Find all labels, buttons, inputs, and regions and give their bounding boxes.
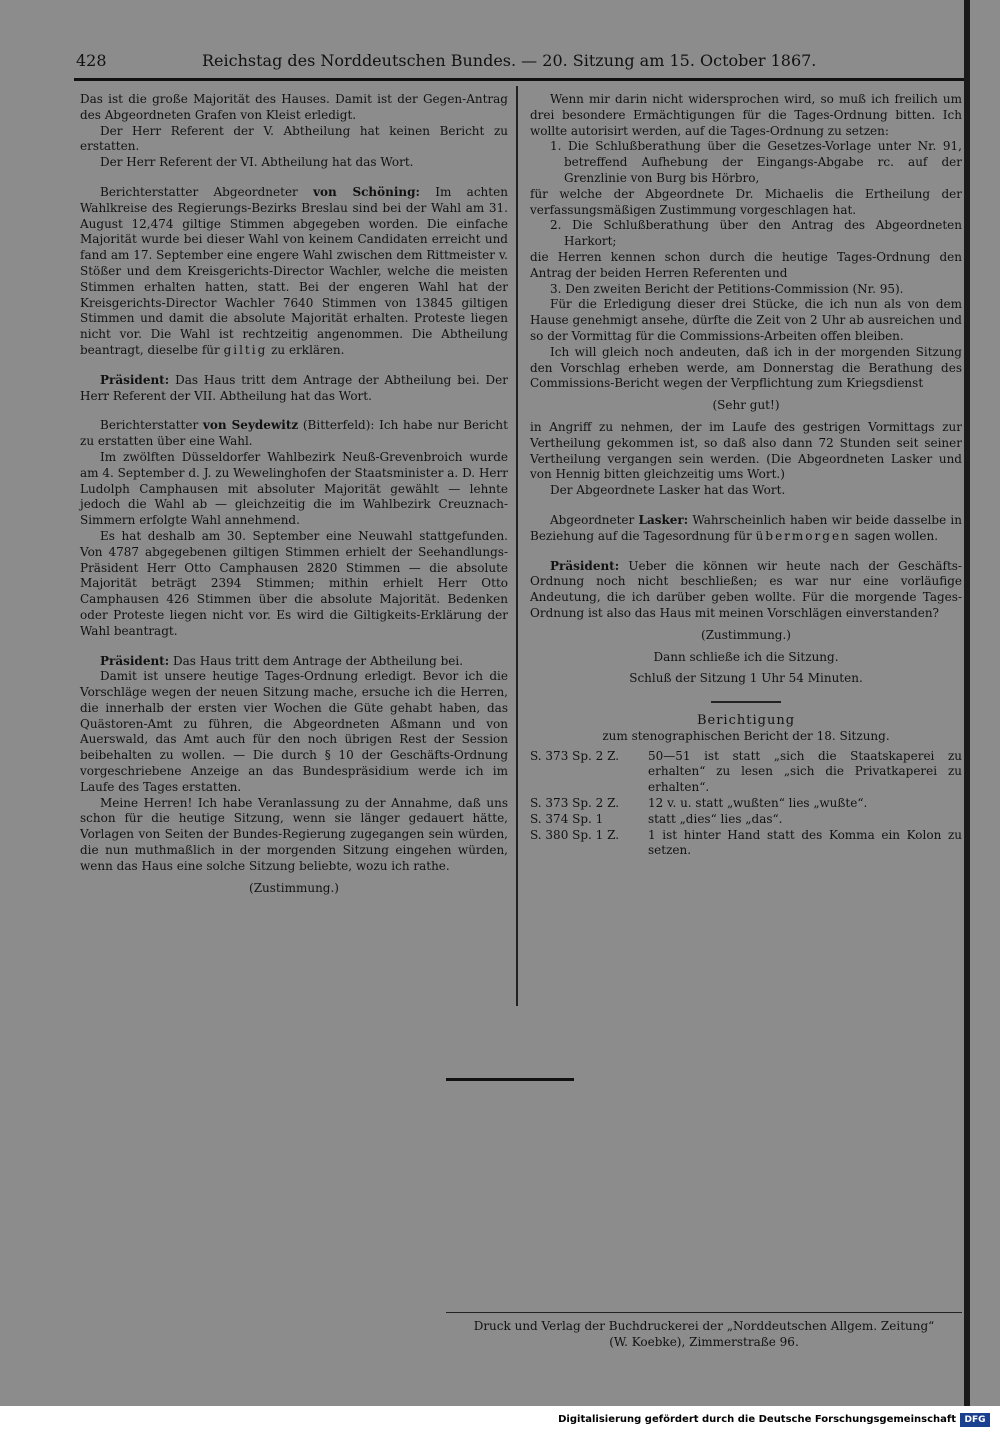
left-column	[80, 92, 508, 902]
speech-text: Ueber die können wir heute nach der Geschäfts-Ordnung noch nicht beschließen; es war nur eine vorläufige Andeutung, die ich darüber geben wollte. Für die morgende Tages-Ordnung ist also das Haus mit meinen Vorschlägen einverstanden?	[530, 558, 962, 620]
speech-text: Das Haus tritt dem Antrage der Abtheilung bei.	[173, 653, 464, 668]
header-rule	[74, 78, 964, 81]
imprint-rule	[446, 1312, 962, 1313]
spaced-word: giltig	[223, 342, 268, 357]
correction-title: Berichtigung	[696, 713, 796, 729]
paragraph: Es hat deshalb am 30. September eine Neuwahl stattgefunden. Von 4787 abgegebenen giltigen Stimmen erhielt der Seehandlungs-Präsident Herr Otto Camphausen 2820 Stimmen — die absolute Majorität beträgt 2394 Stimmen; mithin erhielt Herr Otto Camphausen 426 Stimmen über die absolute Majorität. Bedenken oder Proteste liegen nicht vor. Es wird die Giltigkeits-Erklärung der Wahl beantragt.	[80, 528, 508, 638]
speech-president	[80, 654, 508, 670]
correction-row	[530, 749, 962, 796]
paragraph: Im zwölften Düsseldorfer Wahlbezirk Neuß-Grevenbroich wurde am 4. September d. J. zu Wewelinghofen der Staatsminister a. D. Herr Ludolph Camphausen mit absoluter Majorität gewählt — lehnte jedoch die Wahl ab — gleichzeitig die im Wahlbezirk Creuznach-Simmern erfolgte Wahl annehmend.	[80, 449, 508, 528]
speech-president	[530, 559, 962, 622]
speech-text-end: zu erklären.	[271, 342, 345, 357]
correction-text: 1 ist hinter Hand statt des Komma ein Kolon zu setzen.	[648, 827, 962, 858]
scan-edge	[964, 0, 970, 1406]
correction-ref: S. 373 Sp. 2 Z.	[530, 796, 620, 811]
interjection: (Sehr gut!)	[712, 398, 780, 413]
correction-text: 50—51 ist statt „sich die Staatskaperei zu erhalten“ zu lesen „sich die Privatkaperei zu erhalten“.	[648, 748, 962, 795]
paragraph: Der Herr Referent der V. Abtheilung hat keinen Bericht zu erstatten.	[80, 123, 508, 154]
paragraph: Ich will gleich noch andeuten, daß ich in der morgenden Sitzung den Vorschlag erheben werde, am Donnerstag die Berathung des Commissions-Bericht wegen der Verpflichtung zum Kriegsdienst	[530, 344, 962, 391]
correction-text: 12 v. u. statt „wußten“ lies „wußte“.	[648, 796, 868, 811]
running-header	[76, 50, 828, 74]
correction-ref: S. 380 Sp. 1 Z.	[530, 827, 620, 842]
speech-text: Wahrscheinlich haben wir beide dasselbe in Beziehung auf die Tagesordnung für	[530, 512, 962, 543]
paragraph: die Herren kennen schon durch die heutige Tages-Ordnung den Antrag der beiden Herren Referenten und	[530, 249, 962, 280]
correction-list	[530, 749, 962, 860]
correction-ref: S. 373 Sp. 2 Z.	[530, 748, 620, 763]
paragraph: Das ist die große Majorität des Hauses. Damit ist der Gegen-Antrag des Abgeordneten Grafen von Kleist erledigt.	[80, 92, 508, 122]
speech-text: Das Haus tritt dem Antrage der Abtheilung bei. Der Herr Referent der VII. Abtheilung hat das Wort.	[80, 372, 508, 403]
speaker-intro: Berichterstatter	[100, 418, 199, 433]
speech-text-end: sagen wollen.	[854, 528, 939, 543]
speech-lasker	[530, 513, 962, 545]
imprint-line: Druck und Verlag der Buchdruckerei der „Norddeutschen Allgem. Zeitung“	[473, 1319, 935, 1333]
dfg-logo: DFG	[960, 1413, 990, 1427]
paragraph: Für die Erledigung dieser drei Stücke, die ich nun als von dem Hause genehmigt ansehe, dürfte die Zeit von 2 Uhr ab ausreichen und so der Vormittag für die Commissions-Arbeiten offen bleiben.	[530, 297, 962, 343]
correction-row	[530, 796, 962, 812]
funding-credit: Digitalisierung gefördert durch die Deutsche Forschungsgemeinschaft	[558, 1414, 956, 1425]
interjection: (Zustimmung.)	[249, 880, 339, 895]
section-rule	[711, 701, 781, 703]
printer-imprint	[446, 1318, 962, 1350]
paragraph: Meine Herren! Ich habe Veranlassung zu der Annahme, daß uns schon für die heutige Sitzung, wenn sie länger gedauert hätte, Vorlagen von Seiten der Bundes-Regierung zugegangen sein würden, die nun muthmaßlich in der morgenden Sitzung eingehen würden, wenn das Haus eine solche Sitzung beliebte, wozu ich rathe.	[80, 795, 508, 873]
speaker-name: Präsident:	[100, 653, 170, 668]
speaker-name: von Schöning:	[313, 184, 420, 199]
paragraph: in Angriff zu nehmen, der im Laufe des gestrigen Vormittags zur Vertheilung gekommen ist, so daß also dann 72 Stunden seit seiner Vertheilung vergangen sein werden. (Die Abgeordneten Lasker und von Hennig bitten gleichzeitig ums Wort.)	[530, 419, 962, 482]
closing-statement: Dann schließe ich die Sitzung.	[653, 649, 839, 664]
correction-text: statt „dies“ lies „das“.	[648, 811, 783, 826]
speech-text: Im achten Wahlkreise des Regierungs-Bezirks Breslau sind bei der Wahl am 31. August 12,474 giltige Stimmen abgegeben worden. Die einfache Majorität wurde bei dieser Wahl von keinem Candidaten erreicht und fand am 17. September eine engere Wahl zwischen dem Rittmeister v. Stößer und dem Kreisgerichts-Director Wachler, welche die meisten Stimmen erhalten hatten, statt. Bei der engeren Wahl hat der Kreisgerichts-Director Wachler 7640 Stimmen von 13845 giltigen Stimmen und damit die absolute Majorität erhalten. Proteste liegen nicht vor. Die Wahl ist rechtzeitig angenommen. Die Abtheilung beantragt, dieselbe für	[80, 184, 508, 357]
imprint-line: (W. Koebke), Zimmerstraße 96.	[609, 1335, 799, 1349]
agenda-item-2: 2. Die Schlußberathung über den Antrag des Abgeordneten Harkort;	[550, 218, 962, 249]
speaker-name: Lasker:	[638, 512, 689, 527]
paragraph: Der Abgeordnete Lasker hat das Wort.	[550, 483, 786, 498]
right-column	[530, 92, 962, 859]
paragraph: Wenn mir darin nicht widersprochen wird, so muß ich freilich um drei besondere Ermächtigungen für die Tages-Ordnung bitten. Ich wollte autorisirt werden, auf die Tages-Ordnung zu setzen:	[530, 92, 962, 138]
session-end: Schluß der Sitzung 1 Uhr 54 Minuten.	[629, 671, 863, 686]
correction-row	[530, 812, 962, 828]
speaker-name: von Seydewitz	[202, 418, 299, 433]
end-rule	[446, 1078, 574, 1081]
paragraph: Der Herr Referent der VI. Abtheilung hat das Wort.	[100, 155, 414, 170]
speaker-intro: Abgeordneter	[550, 512, 635, 527]
correction-subtitle: zum stenographischen Bericht der 18. Sitzung.	[602, 728, 890, 743]
spaced-word: übermorgen	[755, 528, 851, 543]
correction-row	[530, 828, 962, 860]
agenda-item-3: 3. Den zweiten Bericht der Petitions-Commission (Nr. 95).	[550, 281, 904, 296]
speech-text: (Bitterfeld): Ich habe nur Bericht zu erstatten über eine Wahl.	[80, 418, 508, 449]
agenda-item-1: 1. Die Schlußberathung über die Gesetzes-Vorlage unter Nr. 91, betreffend Aufhebung der Eingangs-Abgabe rc. auf der Grenzlinie von Burg bis Hörbro,	[550, 139, 962, 185]
paragraph: Damit ist unsere heutige Tages-Ordnung erledigt. Bevor ich die Vorschläge wegen der neuen Sitzung mache, ersuche ich die Herren, die innerhalb der ersten vier Wochen die Güte gehabt haben, das Quästoren-Amt zu führen, die Abgeordneten Aßmann und von Auerswald, das Amt auch für den noch übrigen Rest der Session beibehalten zu wollen. — Die durch § 10 der Geschäfts-Ordnung vorgeschriebene Anzeige an das Bundespräsidium werde ich im Laufe des Tages erstatten.	[80, 669, 508, 794]
paragraph: für welche der Abgeordnete Dr. Michaelis die Ertheilung der verfassungsmäßigen Zustimmung vorgeschlagen hat.	[530, 186, 962, 217]
speech-schoening	[80, 185, 508, 359]
speaker-intro: Berichterstatter Abgeordneter	[100, 184, 298, 199]
column-divider	[516, 86, 518, 1006]
header-title: Reichstag des Norddeutschen Bundes. — 20. Sitzung am 15. October 1867.	[202, 51, 817, 70]
speaker-name: Präsident:	[100, 372, 170, 387]
page-number: 428	[76, 51, 107, 70]
interjection: (Zustimmung.)	[701, 627, 791, 642]
speaker-name: Präsident:	[550, 558, 620, 573]
speech-president	[80, 373, 508, 405]
speech-seydewitz	[80, 418, 508, 450]
correction-ref: S. 374 Sp. 1	[530, 811, 604, 826]
